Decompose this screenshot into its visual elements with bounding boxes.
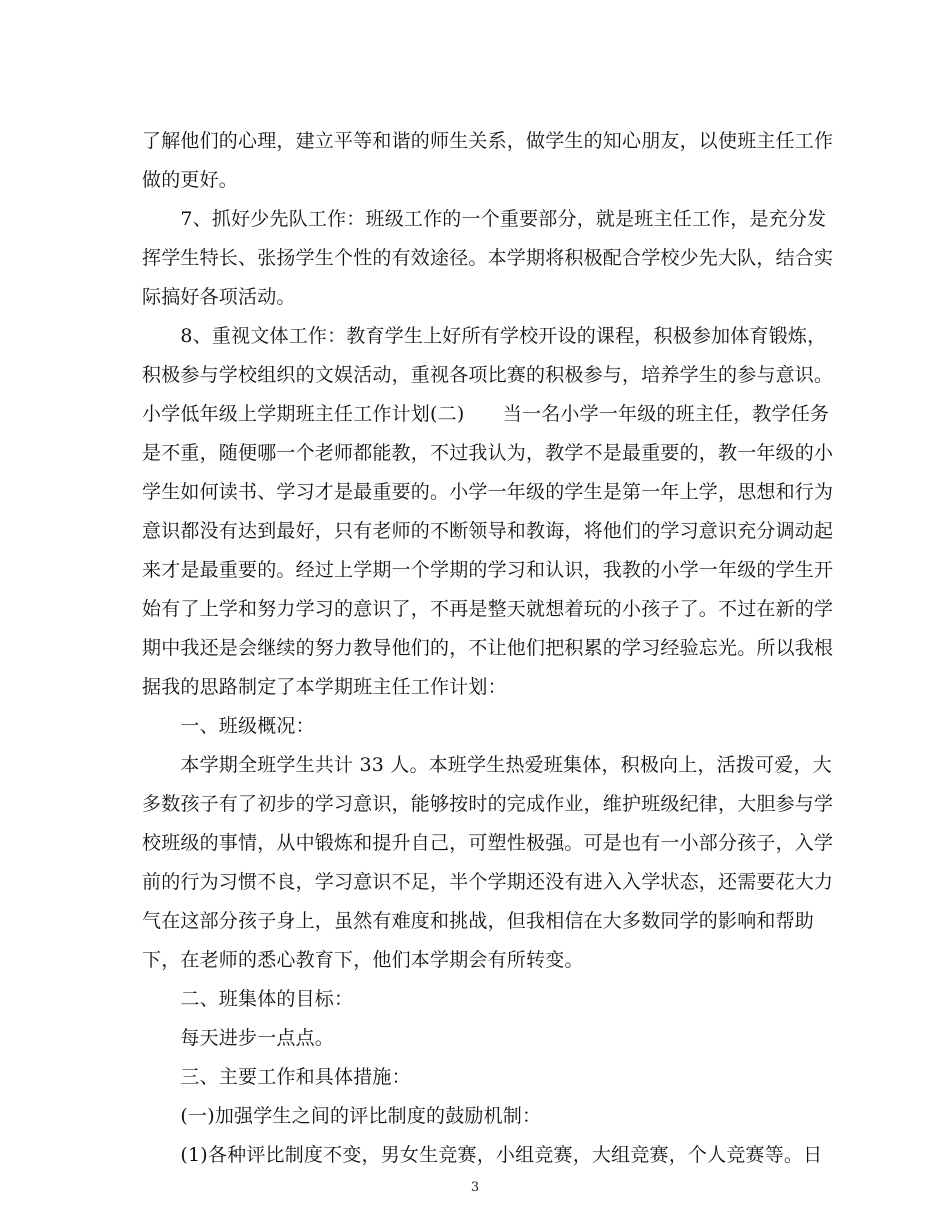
text-line: 始有了上学和努力学习的意识了，不再是整天就想着玩的小孩子了。不过在新的学 xyxy=(142,598,834,620)
text-line: 是不重，随便哪一个老师都能教，不过我认为，教学不是最重要的，教一年级的小 xyxy=(142,442,834,464)
text-line: 7、抓好少先队工作：班级工作的一个重要部分，就是班主任工作，是充分发 xyxy=(142,208,827,230)
text-line: 积极参与学校组织的文娱活动，重视各项比赛的积极参与，培养学生的参与意识。 xyxy=(142,364,834,386)
page-number: 3 xyxy=(470,1180,480,1195)
text-line: 每天进步一点点。 xyxy=(142,1027,335,1049)
text-line: 做的更好。 xyxy=(142,169,239,191)
text-line: 际搞好各项活动。 xyxy=(142,286,296,308)
text-line: 下，在老师的悉心教育下，他们本学期会有所转变。 xyxy=(142,949,584,971)
text-line: 校班级的事情，从中锻炼和提升自己，可塑性极强。可是也有一小部分孩子，入学 xyxy=(142,832,834,854)
text-line: 气在这部分孩子身上，虽然有难度和挑战，但我相信在大多数同学的影响和帮助 xyxy=(142,910,815,932)
text-line: 小学低年级上学期班主任工作计划(二) 当一名小学一年级的班主任，教学任务 xyxy=(142,403,830,425)
text-line: 8、重视文体工作：教育学生上好所有学校开设的课程，积极参加体育锻炼， xyxy=(142,325,827,347)
text-line: 了解他们的心理，建立平等和谐的师生关系，做学生的知心朋友，以使班主任工作 xyxy=(142,130,834,152)
text-line: 据我的思路制定了本学期班主任工作计划： xyxy=(142,676,507,698)
text-line: 本学期全班学生共计 33 人。本班学生热爱班集体，积极向上，活拨可爱，大 xyxy=(142,754,832,776)
text-line: 来才是最重要的。经过上学期一个学期的学习和认识，我教的小学一年级的学生开 xyxy=(142,559,834,581)
text-line: 学生如何读书、学习才是最重要的。小学一年级的学生是第一年上学，思想和行为 xyxy=(142,481,834,503)
section-heading: 三、主要工作和具体措施： xyxy=(142,1066,411,1088)
text-line: 挥学生特长、张扬学生个性的有效途径。本学期将积极配合学校少先大队，结合实 xyxy=(142,247,834,269)
text-line: 期中我还是会继续的努力教导他们的，不让他们把积累的学习经验忘光。所以我根 xyxy=(142,637,834,659)
subsection-heading: (一)加强学生之间的评比制度的鼓励机制： xyxy=(142,1105,542,1127)
text-line: 多数孩子有了初步的学习意识，能够按时的完成作业，维护班级纪律，大胆参与学 xyxy=(142,793,834,815)
text-line: 意识都没有达到最好，只有老师的不断领导和教诲，将他们的学习意识充分调动起 xyxy=(142,520,834,542)
section-heading: 一、班级概况： xyxy=(142,715,315,737)
text-line: (1)各种评比制度不变，男女生竞赛，小组竞赛，大组竞赛，个人竞赛等。日 xyxy=(142,1144,823,1166)
section-heading: 二、班集体的目标： xyxy=(142,988,354,1010)
text-line: 前的行为习惯不良，学习意识不足，半个学期还没有进入入学状态，还需要花大力 xyxy=(142,871,834,893)
